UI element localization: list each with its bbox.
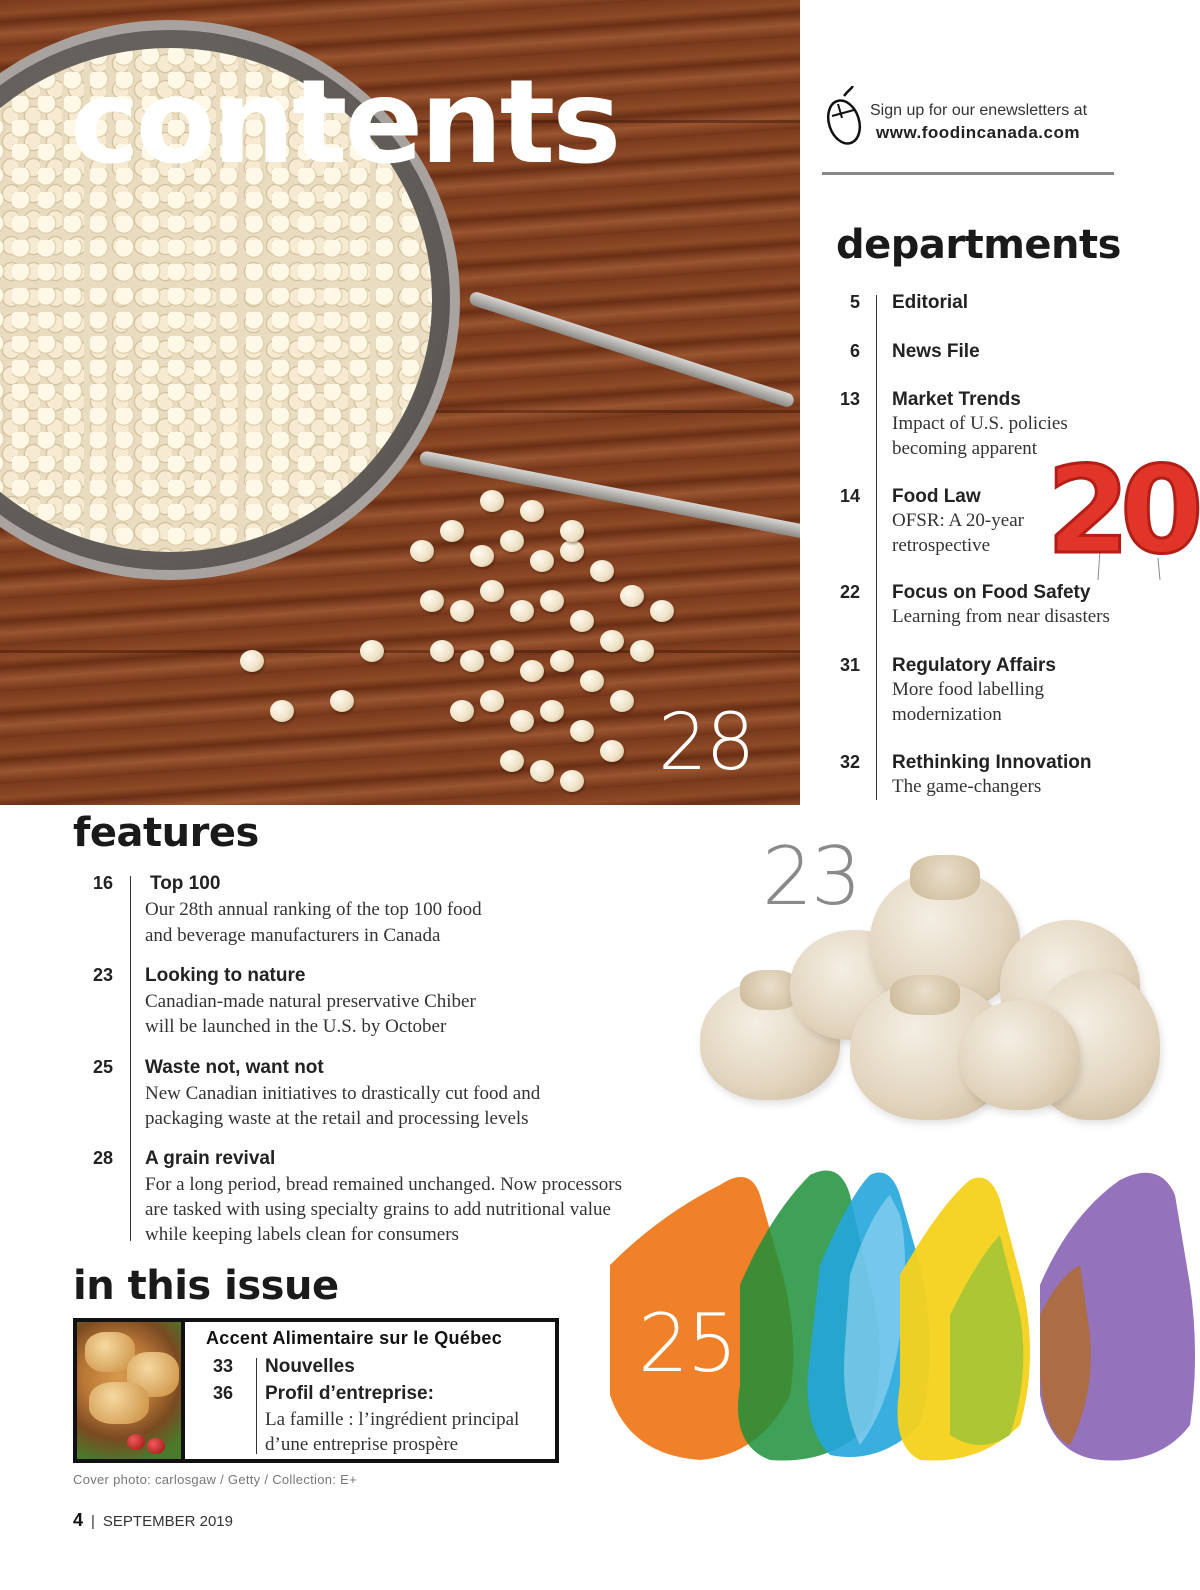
dept-page: 31 (839, 655, 860, 675)
photo-page-ref: 28 (658, 698, 754, 788)
sorghum-grain (430, 640, 454, 662)
photo-page-ref: 23 (762, 830, 860, 923)
dept-page: 14 (839, 486, 860, 506)
dept-desc: OFSR: A 20-year retrospective (892, 510, 1024, 556)
dept-page: 5 (849, 292, 860, 312)
sorghum-grain (620, 585, 644, 607)
sorghum-grain (460, 650, 484, 672)
issue-title: Profil d’entreprise: (265, 1383, 434, 1404)
issue-page: 36 (212, 1383, 233, 1403)
issue-date: SEPTEMBER 2019 (102, 1513, 233, 1530)
sorghum-grain (440, 520, 464, 542)
scoop-handle (419, 450, 800, 540)
page-number: 4 (73, 1510, 84, 1530)
feature-title: A grain revival (145, 1148, 276, 1169)
sorghum-grain (570, 720, 594, 742)
sorghum-grain (580, 670, 604, 692)
issue-page: 33 (212, 1356, 233, 1376)
sorghum-grain (490, 640, 514, 662)
dept-desc: Impact of U.S. policies becoming apparent (892, 413, 1068, 459)
dept-title: Editorial (892, 292, 969, 313)
departments-divider (876, 295, 877, 800)
sorghum-grain (480, 690, 504, 712)
dept-title: Market Trends (892, 389, 1021, 410)
sorghum-grain (470, 545, 494, 567)
dept-page: 22 (839, 582, 860, 602)
newsletter-text: Sign up for our enewsletters at (870, 102, 1088, 119)
page-title: contents (70, 55, 619, 190)
number-balloons-image (1040, 440, 1200, 580)
departments-heading: departments (836, 222, 1121, 268)
sorghum-grain (570, 610, 594, 632)
sorghum-grain (560, 540, 584, 562)
computer-mouse-icon (824, 86, 864, 146)
shopping-bags-photo (600, 1155, 1200, 1465)
features-heading: features (73, 810, 259, 856)
sorghum-grain (590, 560, 614, 582)
feature-page: 25 (92, 1057, 113, 1077)
newsletter-promo[interactable] (822, 80, 1114, 175)
dept-page: 32 (839, 752, 860, 772)
cover-photo-sorghum (0, 0, 800, 805)
dept-title: Focus on Food Safety (892, 582, 1091, 603)
cover-credit: Cover photo: carlosgaw / Getty / Collection: E+ (73, 1472, 357, 1487)
sorghum-grain (450, 700, 474, 722)
photo-page-ref: 25 (638, 1297, 736, 1390)
sorghum-grain (610, 690, 634, 712)
sorghum-grain (560, 520, 584, 542)
features-divider (130, 876, 131, 1241)
dept-title: News File (892, 341, 980, 362)
sorghum-grain (520, 660, 544, 682)
sorghum-grain (480, 490, 504, 512)
feature-title: Top 100 (150, 873, 221, 894)
sorghum-grain (360, 640, 384, 662)
dept-page: 6 (849, 341, 860, 361)
feature-title: Looking to nature (145, 965, 306, 986)
sorghum-grain (600, 630, 624, 652)
in-this-issue-heading: in this issue (73, 1263, 339, 1309)
sorghum-grain (420, 590, 444, 612)
newsletter-link[interactable]: www.foodincanada.com (876, 123, 1080, 142)
feature-desc: Our 28th annual ranking of the top 100 food and beverage manufacturers in Canada (145, 899, 482, 946)
sorghum-grain (600, 740, 624, 762)
dept-title: Rethinking Innovation (892, 752, 1092, 773)
dept-title: Food Law (892, 486, 981, 507)
sorghum-grain (500, 530, 524, 552)
issue-box-title: Accent Alimentaire sur le Québec (206, 1328, 503, 1348)
sorghum-grain (650, 600, 674, 622)
sorghum-grain (450, 600, 474, 622)
sorghum-grain (410, 540, 434, 562)
sorghum-grain (510, 710, 534, 732)
wood-grain (0, 650, 800, 653)
feature-page: 16 (92, 873, 113, 893)
folio-separator: | (91, 1513, 95, 1530)
issue-divider (256, 1358, 257, 1454)
mushrooms-photo (630, 830, 1200, 1160)
in-this-issue-content (189, 1322, 555, 1459)
issue-title: Nouvelles (265, 1356, 355, 1377)
feature-page: 23 (92, 965, 113, 985)
issue-desc: La famille : l’ingrédient principal d’une entreprise prospère (265, 1409, 520, 1455)
pastry-photo (77, 1322, 185, 1459)
sorghum-grain (530, 760, 554, 782)
dept-desc: More food labelling modernization (892, 679, 1044, 725)
balloon-number: 20 (1046, 442, 1194, 580)
dept-desc: The game-changers (892, 776, 1042, 797)
feature-page: 28 (92, 1148, 113, 1168)
sorghum-grain (510, 600, 534, 622)
feature-desc: New Canadian initiatives to drastically cut food and packaging waste at the retail and processing levels (145, 1083, 541, 1129)
sorghum-grain (560, 770, 584, 792)
sorghum-grain (520, 500, 544, 522)
sorghum-grain (240, 650, 264, 672)
sorghum-grain (540, 590, 564, 612)
sorghum-grain (500, 750, 524, 772)
sorghum-grain (330, 690, 354, 712)
feature-desc: For a long period, bread remained unchanged. Now processors are tasked with using specialty grains to add nutritional value while keeping labels clean for consumers (145, 1174, 622, 1245)
sorghum-grain (480, 580, 504, 602)
dept-title: Regulatory Affairs (892, 655, 1056, 676)
in-this-issue-box[interactable] (73, 1318, 559, 1463)
scoop-handle (468, 290, 796, 408)
sorghum-grain (530, 550, 554, 572)
feature-desc: Canadian-made natural preservative Chiber will be launched in the U.S. by October (145, 991, 476, 1037)
sorghum-grain (630, 640, 654, 662)
dept-page: 13 (839, 389, 860, 409)
feature-title: Waste not, want not (145, 1057, 324, 1078)
sorghum-grain (550, 650, 574, 672)
page-folio (73, 1510, 233, 1531)
sorghum-grain (270, 700, 294, 722)
sorghum-grain (540, 700, 564, 722)
dept-desc: Learning from near disasters (892, 606, 1110, 627)
